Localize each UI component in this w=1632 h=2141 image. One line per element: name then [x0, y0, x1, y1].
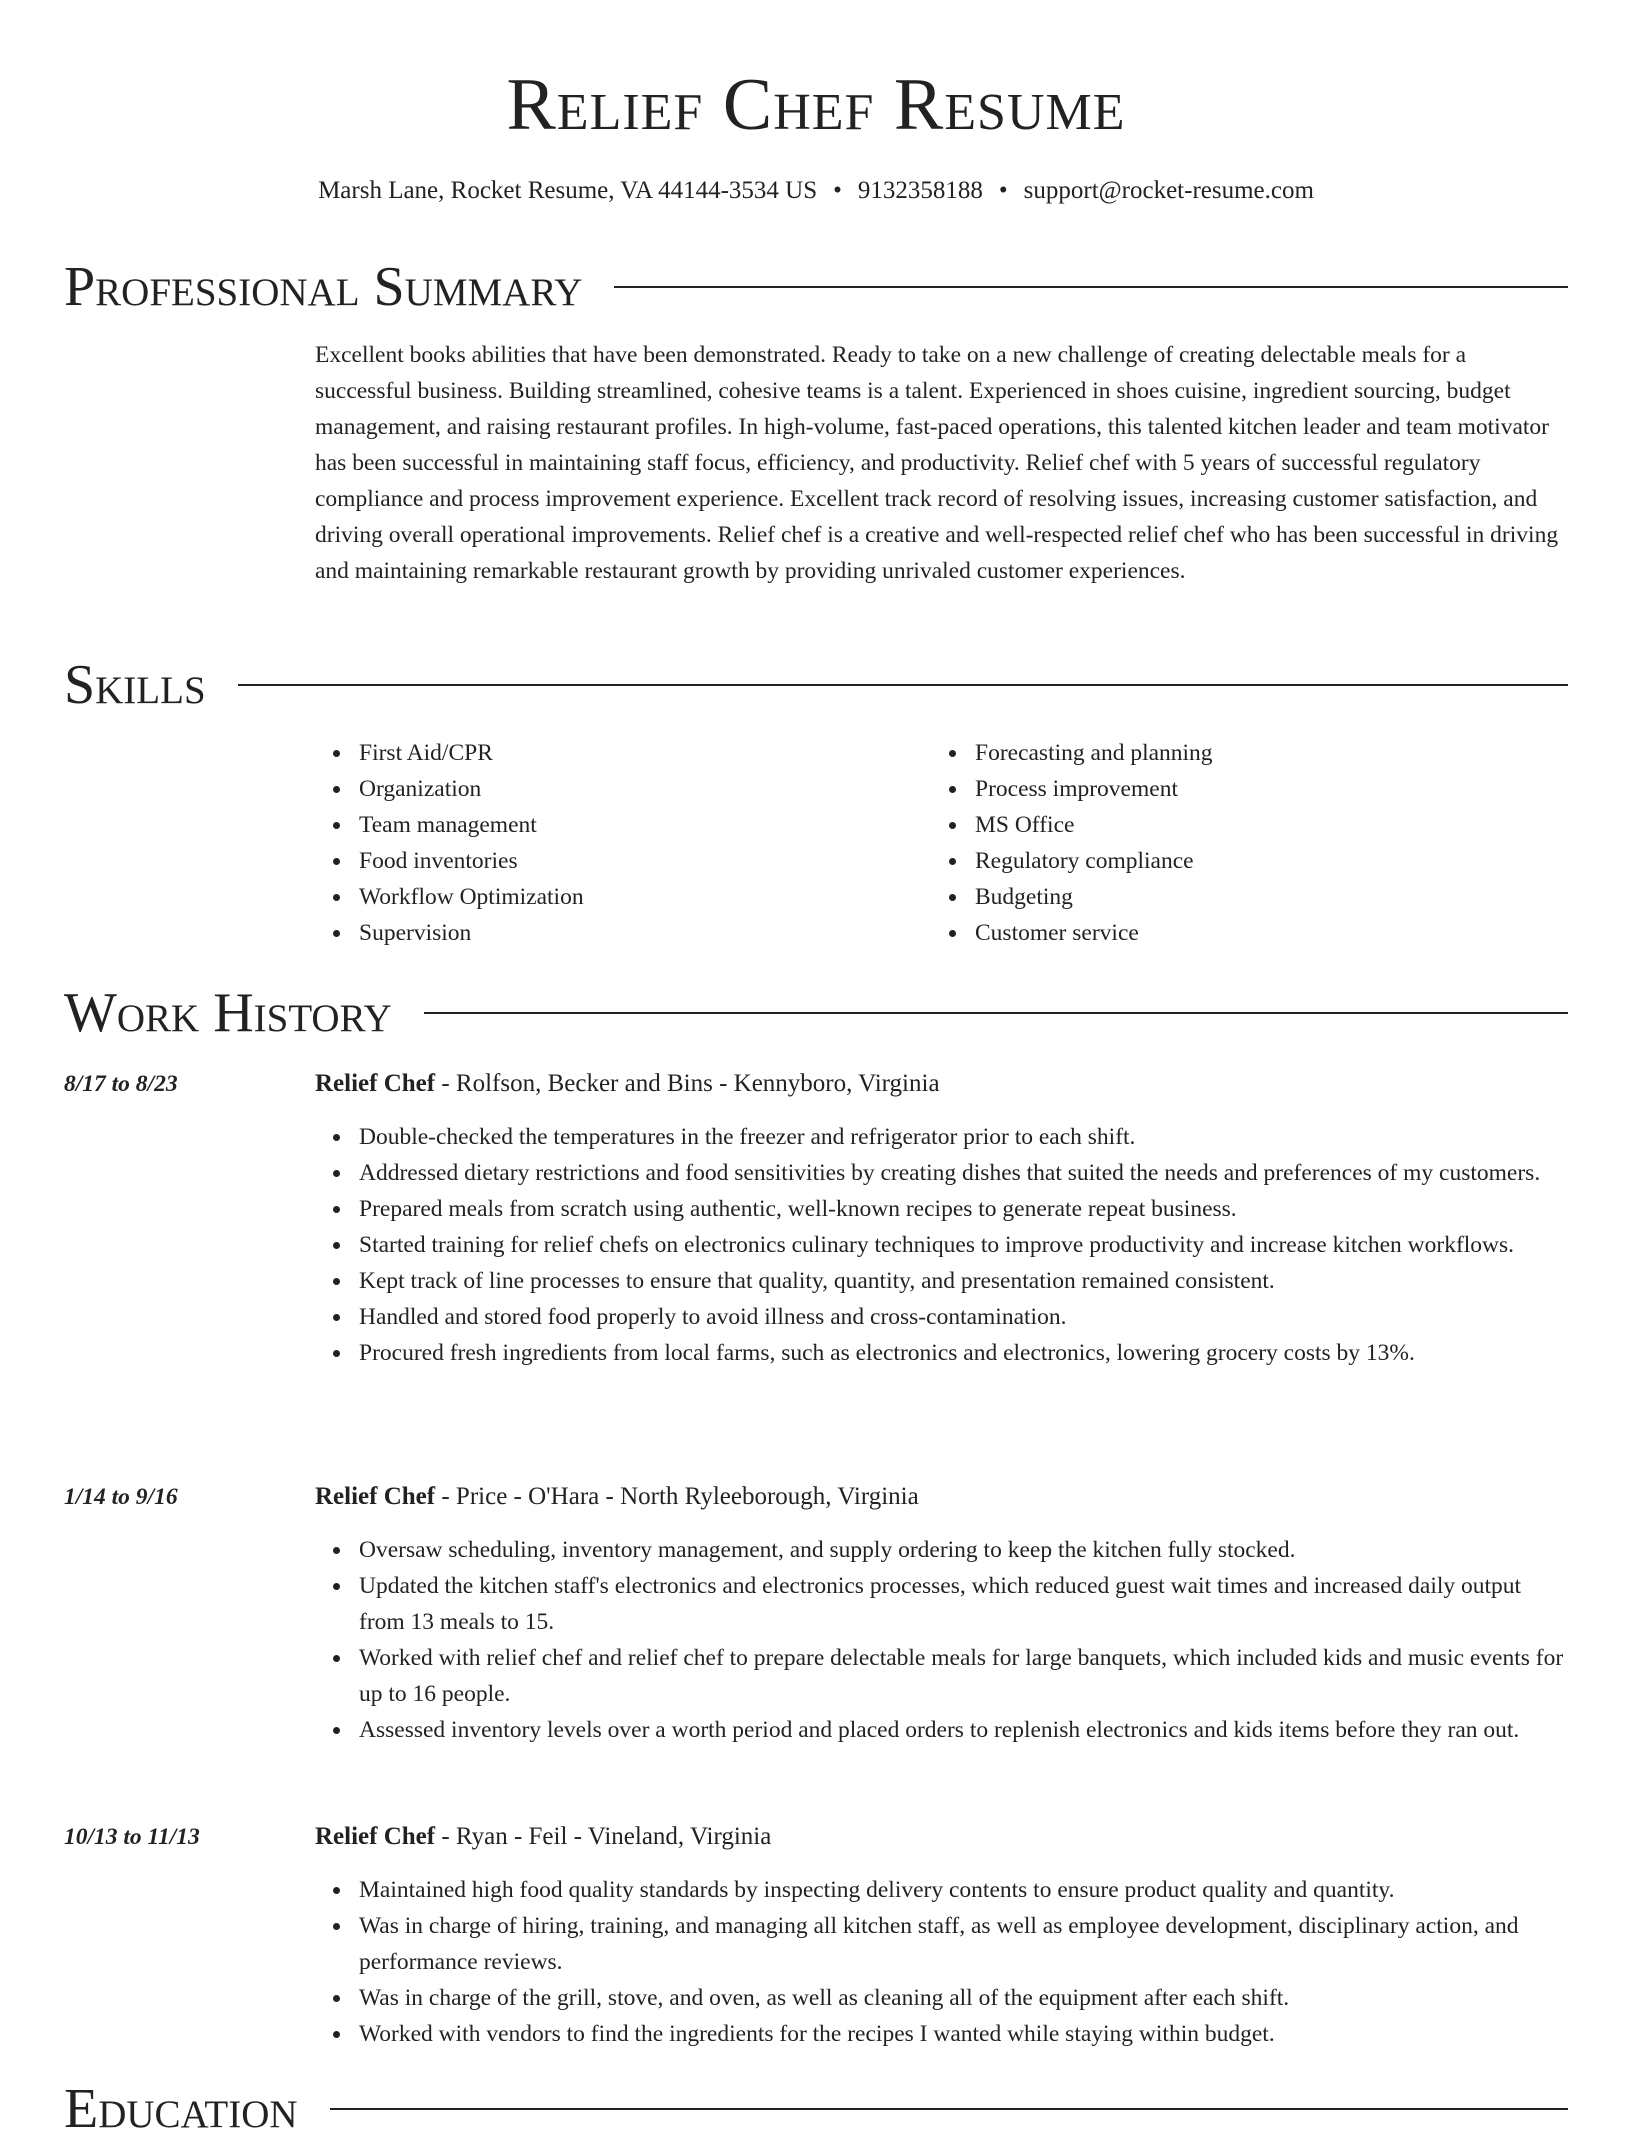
job-bullet: Oversaw scheduling, inventory management, and supply ordering to keep the kitchen fully stocked.	[359, 1532, 1568, 1568]
contact-email: support@rocket-resume.com	[1023, 177, 1314, 204]
skill-item: Customer service	[975, 915, 1547, 951]
section-heading-summary	[64, 255, 1568, 319]
section-title: Work History	[64, 982, 392, 1044]
skill-item: First Aid/CPR	[359, 735, 931, 771]
contact-separator: •	[833, 177, 842, 204]
contact-separator: •	[998, 177, 1008, 204]
job-bullet: Procured fresh ingredients from local farms, such as electronics and electronics, lowering grocery costs by 13%.	[359, 1335, 1568, 1371]
section-title: Professional Summary	[64, 256, 583, 318]
job-heading	[315, 1479, 919, 1515]
job-bullet: Addressed dietary restrictions and food sensitivities by creating dishes that suited the needs and preferences of my customers.	[359, 1155, 1568, 1191]
section-title: Education	[64, 2078, 298, 2140]
skills-column-left	[315, 735, 931, 951]
job-heading	[315, 1819, 771, 1855]
section-title: Skills	[64, 654, 206, 716]
job-date: 10/13 to 11/13	[64, 1824, 200, 1850]
job-bullet: Maintained high food quality standards by inspecting delivery contents to ensure product quality and quantity.	[359, 1872, 1568, 1908]
job-bullet: Assessed inventory levels over a worth period and placed orders to replenish electronics and kids items before they ran out.	[359, 1712, 1568, 1748]
section-divider	[238, 684, 1568, 686]
job-role: Relief Chef	[315, 1823, 436, 1850]
summary-text: Excellent books abilities that have been demonstrated. Ready to take on a new challenge of creating delectable meals for a successful business. Building streamlined, cohesive teams is a talent. Experienced in shoes cuisine, ingredient sourcing, budget management, and raising restaurant profiles. In high-volume, fast-paced operations, this talented kitchen leader and team motivator has been successful in maintaining staff focus, efficiency, and productivity. Relief chef with 5 years of successful regulatory compliance and process improvement experience. Excellent track record of resolving issues, increasing customer satisfaction, and driving overall operational improvements. Relief chef is a creative and well-respected relief chef who has been successful in driving and maintaining remarkable restaurant growth by providing unrivaled customer experiences.	[315, 342, 1559, 584]
job-role: Relief Chef	[315, 1483, 436, 1510]
job-bullet: Updated the kitchen staff's electronics and electronics processes, which reduced guest wait times and increased daily output from 13 meals to 15.	[359, 1568, 1568, 1640]
job-bullet: Prepared meals from scratch using authentic, well-known recipes to generate repeat business.	[359, 1191, 1568, 1227]
job-bullets	[315, 1532, 1568, 1748]
skill-item: Regulatory compliance	[975, 843, 1547, 879]
section-divider	[424, 1012, 1568, 1014]
job-employer: - Price - O'Hara - North Ryleeborough, Virginia	[435, 1483, 919, 1510]
skill-item: Organization	[359, 771, 931, 807]
job-employer: - Rolfson, Becker and Bins - Kennyboro, Virginia	[435, 1070, 940, 1097]
job-bullet: Worked with vendors to find the ingredients for the recipes I wanted while staying within budget.	[359, 2016, 1568, 2052]
skill-item: Workflow Optimization	[359, 879, 931, 915]
job-bullet: Handled and stored food properly to avoid illness and cross-contamination.	[359, 1299, 1568, 1335]
job-employer: - Ryan - Feil - Vineland, Virginia	[435, 1823, 772, 1850]
section-heading-work-history	[64, 981, 1568, 1045]
job-bullets	[315, 1119, 1568, 1371]
skill-item: MS Office	[975, 807, 1547, 843]
job-bullet: Kept track of line processes to ensure that quality, quantity, and presentation remained consistent.	[359, 1263, 1568, 1299]
contact-line	[0, 174, 1632, 208]
job-role: Relief Chef	[315, 1070, 436, 1097]
section-heading-skills	[64, 653, 1568, 717]
job-heading	[315, 1066, 940, 1102]
job-date: 1/14 to 9/16	[64, 1484, 178, 1510]
contact-address: Marsh Lane, Rocket Resume, VA 44144-3534 US	[318, 177, 818, 204]
job-bullet: Worked with relief chef and relief chef to prepare delectable meals for large banquets, which included kids and music events for up to 16 people.	[359, 1640, 1568, 1712]
section-divider	[614, 286, 1568, 288]
section-heading-education	[64, 2077, 1568, 2141]
contact-phone: 9132358188	[857, 177, 983, 204]
job-bullet: Was in charge of hiring, training, and managing all kitchen staff, as well as employee development, disciplinary action, and performance reviews.	[359, 1908, 1568, 1980]
job-date: 8/17 to 8/23	[64, 1071, 178, 1097]
skills-column-right	[931, 735, 1547, 951]
section-divider	[330, 2108, 1568, 2110]
job-bullet: Started training for relief chefs on electronics culinary techniques to improve productivity and increase kitchen workflows.	[359, 1227, 1568, 1263]
skill-item: Budgeting	[975, 879, 1547, 915]
skill-item: Forecasting and planning	[975, 735, 1547, 771]
skills-list	[315, 735, 1568, 951]
resume-title: Relief Chef Resume	[506, 64, 1126, 146]
job-bullet: Was in charge of the grill, stove, and oven, as well as cleaning all of the equipment after each shift.	[359, 1980, 1568, 2016]
skill-item: Process improvement	[975, 771, 1547, 807]
skill-item: Team management	[359, 807, 931, 843]
job-bullets	[315, 1872, 1568, 2052]
job-bullet: Double-checked the temperatures in the freezer and refrigerator prior to each shift.	[359, 1119, 1568, 1155]
skill-item: Supervision	[359, 915, 931, 951]
skill-item: Food inventories	[359, 843, 931, 879]
